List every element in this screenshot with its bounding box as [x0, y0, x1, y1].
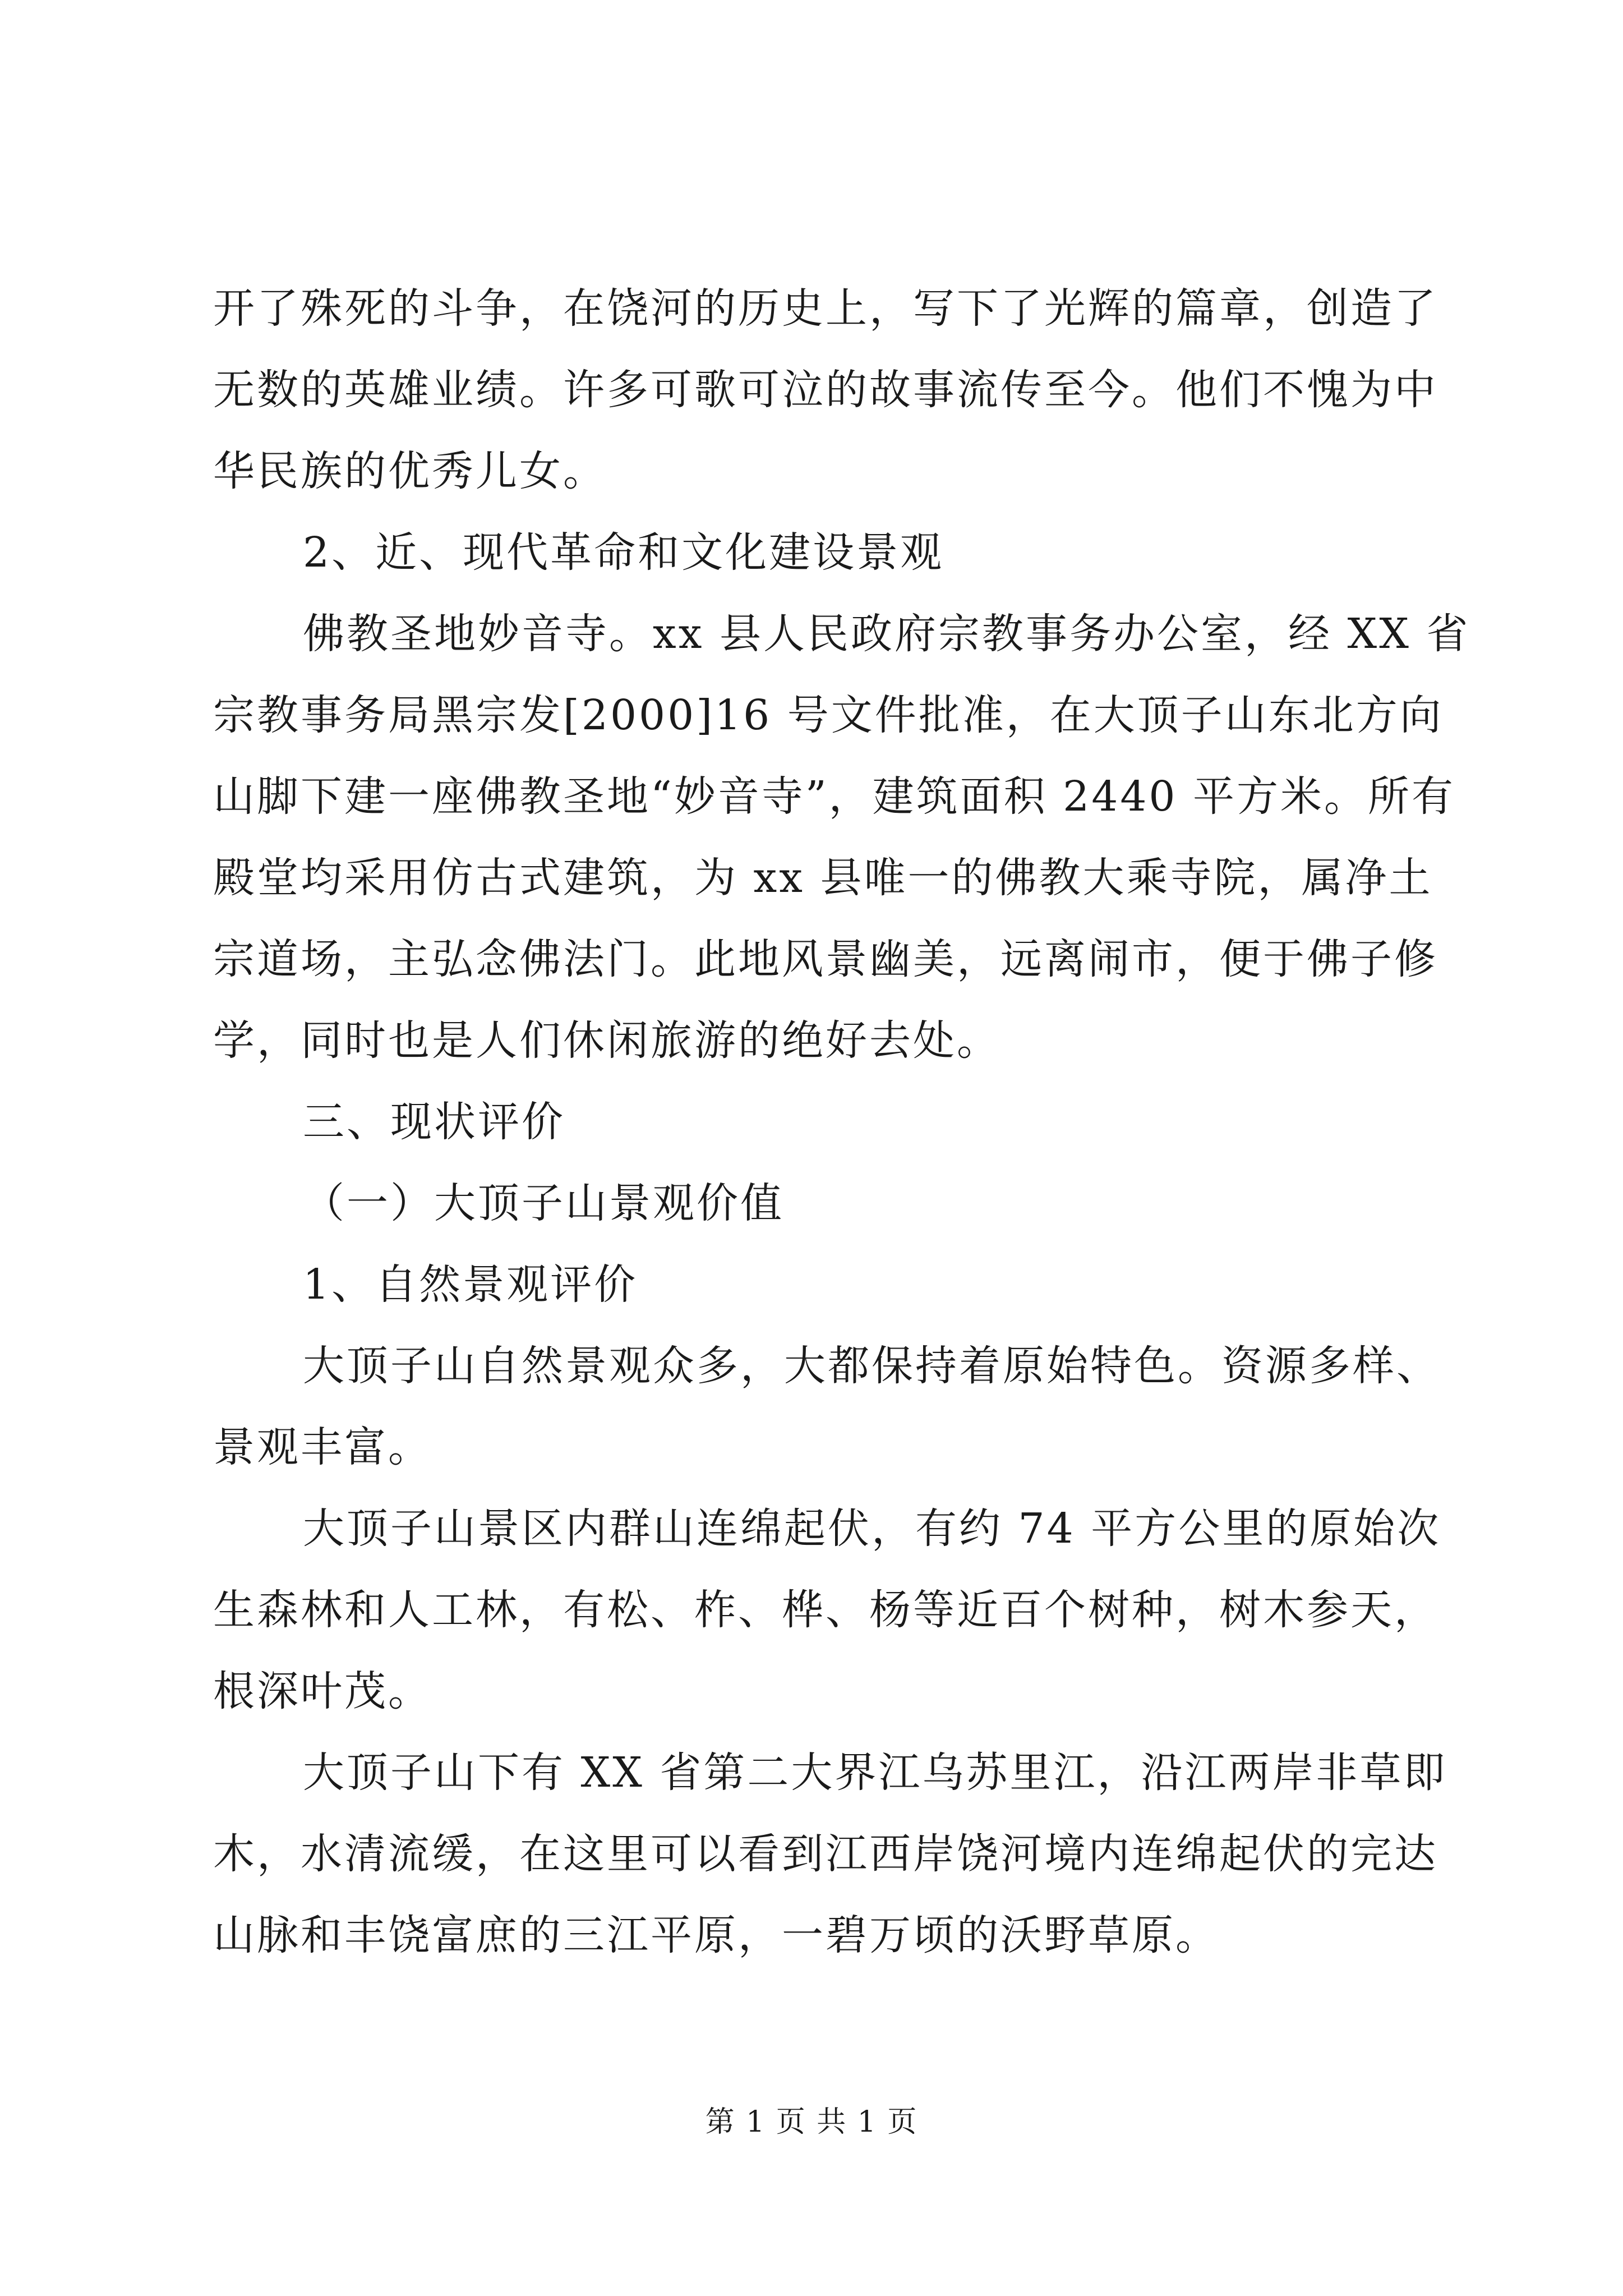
text-line: （一）大顶子山景观价值: [303, 1179, 784, 1227]
text-line: 宗教事务局黑宗发[2000]16 号文件批准，在大顶子山东北方向: [213, 691, 1444, 739]
text-line: 山脉和丰饶富庶的三江平原，一碧万顷的沃野草原。: [213, 1911, 1219, 1959]
text-line: 生森林和人工林，有松、柞、桦、杨等近百个树种，树木参天，: [213, 1586, 1438, 1634]
text-line: 开了殊死的斗争，在饶河的历史上，写下了光辉的篇章，创造了: [213, 284, 1438, 333]
text-line: 华民族的优秀儿女。: [213, 447, 607, 495]
text-line: 景观丰富。: [213, 1423, 432, 1471]
paragraph: [213, 1163, 1419, 1244]
document-body: [213, 268, 1470, 1976]
text-line: 大顶子山自然景观众多，大都保持着原始特色。资源多样、: [303, 1342, 1440, 1390]
text-line: 佛教圣地妙音寺。xx 县人民政府宗教事务办公室，经 XX 省: [303, 610, 1470, 658]
text-line: 殿堂均采用仿古式建筑，为 xx 县唯一的佛教大乘寺院，属净土: [213, 854, 1433, 902]
text-line: 木，水清流缓，在这里可以看到江西岸饶河境内连绵起伏的完达: [213, 1830, 1438, 1878]
text-line: 无数的英雄业绩。许多可歌可泣的故事流传至今。他们不愧为中: [213, 366, 1438, 414]
paragraph: [213, 1488, 1441, 1732]
text-line: 根深叶茂。: [213, 1667, 432, 1715]
paragraph: [213, 593, 1470, 1082]
text-line: 三、现状评价: [303, 1098, 565, 1146]
text-line: 宗道场，主弘念佛法门。此地风景幽美，远离闹市，便于佛子修: [213, 935, 1438, 983]
paragraph: [213, 1244, 1419, 1326]
text-line: 山脚下建一座佛教圣地“妙音寺”，建筑面积 2440 平方米。所有: [213, 772, 1456, 821]
text-line: 大顶子山景区内群山连绵起伏，有约 74 平方公里的原始次: [303, 1504, 1441, 1553]
text-line: 学，同时也是人们休闲旅游的绝好去处。: [213, 1016, 1000, 1065]
text-line: 1、自然景观评价: [303, 1260, 638, 1309]
page-footer: 第 1 页 共 1 页: [705, 2105, 918, 2139]
paragraph: [213, 268, 1438, 512]
text-line: 大顶子山下有 XX 省第二大界江乌苏里江，沿江两岸非草即: [303, 1749, 1447, 1797]
paragraph: [213, 512, 1419, 593]
paragraph: [213, 1326, 1440, 1488]
text-line: 2、近、现代革命和文化建设景观: [303, 528, 944, 577]
paragraph: [213, 1082, 1419, 1163]
paragraph: [213, 1732, 1447, 1976]
